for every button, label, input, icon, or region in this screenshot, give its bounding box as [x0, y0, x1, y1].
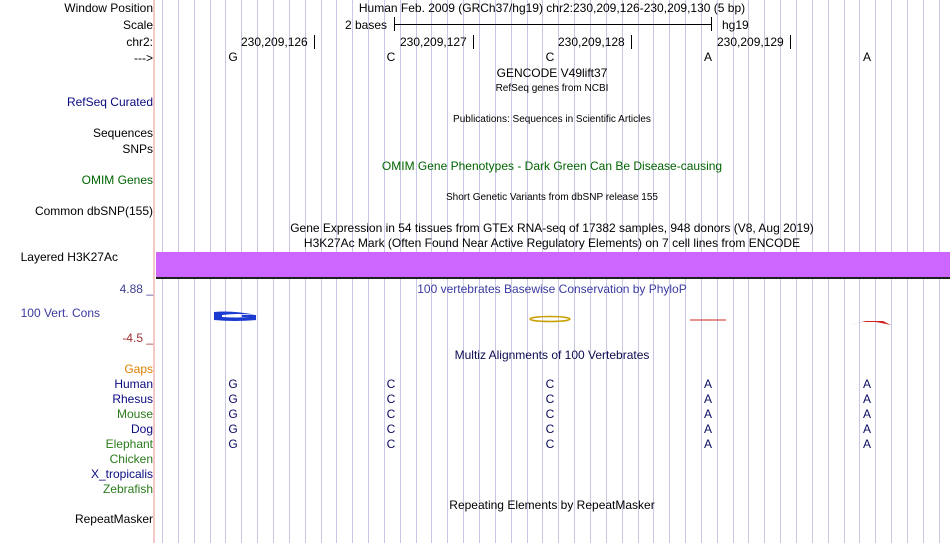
position-tick	[790, 35, 791, 49]
species-label[interactable]: Zebrafish	[102, 482, 153, 496]
window-position-label: Window Position	[64, 1, 153, 15]
position-tick	[314, 35, 315, 49]
multiz-track-title[interactable]: Multiz Alignments of 100 Vertebrates	[454, 348, 650, 362]
assembly-text: hg19	[722, 18, 749, 32]
reference-base: A	[703, 50, 713, 64]
h3k27-track-title[interactable]: H3K27Ac Mark (Often Found Near Active Regulatory Elements) on 7 cell lines from ENCODE	[303, 236, 801, 250]
alignment-base: A	[703, 407, 713, 421]
refseq-track-label[interactable]: RefSeq Curated	[66, 95, 153, 109]
h3k27-track-label[interactable]: Layered H3K27Ac	[20, 250, 118, 264]
alignment-base: C	[545, 407, 555, 421]
alignment-base: A	[703, 392, 713, 406]
cons-track-label[interactable]: 100 Vert. Cons	[20, 306, 100, 320]
species-label[interactable]: Chicken	[109, 452, 153, 466]
position-tick	[473, 35, 474, 49]
alignment-base: C	[386, 407, 396, 421]
alignment-base: A	[862, 377, 872, 391]
a-logo-icon	[690, 320, 891, 325]
reference-base: G	[228, 50, 238, 64]
chrom-label: chr2:	[126, 35, 153, 49]
alignment-base: G	[228, 377, 238, 391]
label-separator	[153, 0, 155, 543]
repeatmasker-track-label[interactable]: RepeatMasker	[74, 512, 153, 526]
alignment-base: A	[862, 407, 872, 421]
repeatmasker-track-title[interactable]: Repeating Elements by RepeatMasker	[449, 498, 655, 512]
snps-track-label[interactable]: SNPs	[122, 142, 153, 156]
refseq-track-subtitle: RefSeq genes from NCBI	[495, 83, 609, 94]
species-label[interactable]: Human	[114, 377, 153, 391]
alignment-base: C	[545, 392, 555, 406]
gencode-track-title[interactable]: GENCODE V49lift37	[496, 66, 608, 80]
alignment-base: C	[545, 377, 555, 391]
species-label[interactable]: Dog	[130, 422, 153, 436]
position-label: 230,209,126	[241, 35, 308, 49]
dbsnp-track-title[interactable]: Short Genetic Variants from dbSNP release 155	[446, 192, 658, 203]
alignment-base: A	[703, 377, 713, 391]
position-label: 230,209,129	[717, 35, 784, 49]
alignment-base: C	[386, 422, 396, 436]
reference-base: C	[545, 50, 555, 64]
publications-track-title[interactable]: Publications: Sequences in Scientific Articles	[453, 114, 651, 125]
alignment-base: G	[228, 392, 238, 406]
h3k27-signal-bar[interactable]	[156, 252, 950, 277]
position-tick	[631, 35, 632, 49]
g-logo-icon	[214, 312, 260, 322]
alignment-base: C	[545, 422, 555, 436]
dbsnp-track-label[interactable]: Common dbSNP(155)	[34, 204, 153, 218]
species-label[interactable]: Rhesus	[112, 392, 153, 406]
h3k27-baseline	[156, 277, 950, 279]
omim-track-title[interactable]: OMIM Gene Phenotypes - Dark Green Can Be Disease-causing	[381, 159, 723, 173]
scale-bar-left-tick	[394, 17, 395, 31]
alignment-base: A	[862, 392, 872, 406]
alignment-base: A	[862, 422, 872, 436]
strand-arrow-label: --->	[134, 51, 153, 65]
c-logo-icon	[530, 317, 570, 322]
gtex-track-title[interactable]: Gene Expression in 54 tissues from GTEx RNA-seq of 17382 samples, 948 donors (V8, Aug 2019)	[290, 221, 814, 235]
cons-track-title[interactable]: 100 vertebrates Basewise Conservation by PhyloP	[417, 282, 687, 296]
position-label: 230,209,127	[400, 35, 467, 49]
conservation-logo-area[interactable]	[156, 300, 950, 340]
scale-text: 2 bases	[345, 18, 388, 32]
alignment-base: G	[228, 422, 238, 436]
scale-bar	[395, 24, 711, 25]
species-label[interactable]: X_tropicalis	[90, 467, 153, 481]
alignment-base: C	[386, 392, 396, 406]
cons-min-value: -4.5 _	[122, 331, 153, 345]
alignment-base: C	[545, 437, 555, 451]
species-label[interactable]: Elephant	[105, 437, 153, 451]
alignment-base: A	[862, 437, 872, 451]
alignment-base: C	[386, 437, 396, 451]
position-label: 230,209,128	[558, 35, 625, 49]
cons-max-value: 4.88 _	[119, 282, 153, 296]
reference-base: C	[386, 50, 396, 64]
scale-bar-right-tick	[711, 17, 712, 31]
sequences-track-label[interactable]: Sequences	[92, 126, 153, 140]
alignment-base: G	[228, 407, 238, 421]
species-label[interactable]: Mouse	[116, 407, 153, 421]
alignment-base: G	[228, 437, 238, 451]
scale-label: Scale	[122, 18, 153, 32]
alignment-base: A	[703, 422, 713, 436]
alignment-base: C	[386, 377, 396, 391]
alignment-base: A	[703, 437, 713, 451]
reference-base: A	[862, 50, 872, 64]
species-label[interactable]: Gaps	[124, 362, 153, 376]
omim-track-label[interactable]: OMIM Genes	[81, 173, 153, 187]
window-position-text: Human Feb. 2009 (GRCh37/hg19) chr2:230,209,126-230,209,130 (5 bp)	[358, 1, 746, 15]
